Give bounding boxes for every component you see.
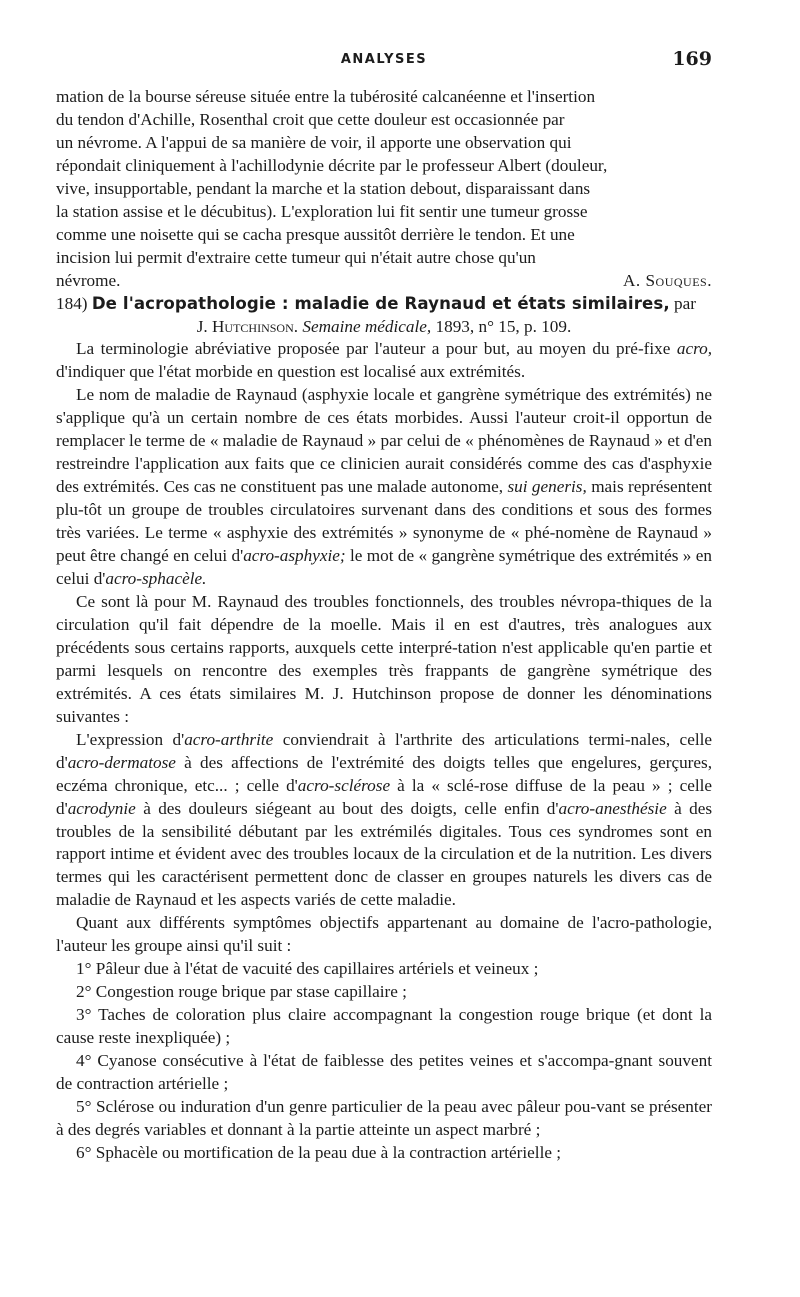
paragraph-text: La terminologie abréviative proposée par l'auteur a pour but, au moyen du pré-fixe xyxy=(76,339,671,359)
paragraph-text: Le nom de maladie de Raynaud (asphyxie locale et gangrène symétrique des extrémités) ne s'applique qu'à un certain nombre de ces états morbides. Aussi l'auteur croit-il opportun de remplacer le terme de « maladie de Raynaud » par celui de « phénomènes de Raynaud » et d'en restreindre l'application aux faits que ce clinicien aurait considérés comme des cas d'asphyxie des extrémités. Ces cas ne constituent pas une malade autonome, xyxy=(56,385,712,497)
paragraph-text: à des douleurs siégeant au bout des doigts, celle enfin d' xyxy=(143,798,559,818)
symptom-item: 6° Sphacèle ou mortification de la peau due à la contraction artérielle ; xyxy=(76,1142,562,1162)
paragraph xyxy=(56,338,712,384)
paragraph-text: le mot de « gangrène symétrique des extrémités » en celui d' xyxy=(56,546,712,589)
by-word: par xyxy=(674,293,696,313)
term: acrodynie xyxy=(67,798,136,818)
citation xyxy=(56,316,712,339)
running-title: ANALYSES xyxy=(340,52,428,67)
text-line: mation de la bourse séreuse située entre la tubérosité calcanéenne et l'insertion xyxy=(56,87,596,106)
symptom-item: 1° Pâleur due à l'état de vacuité des capillaires artériels et veineux ; xyxy=(76,959,539,979)
term: acro-anesthésie xyxy=(558,798,667,818)
reference: 1893, n° 15, p. 109. xyxy=(435,316,572,336)
paragraph xyxy=(56,384,712,591)
text-line: la station assise et le décubitus). L'exploration lui fit sentir une tumeur grosse xyxy=(56,201,588,221)
reviewer-signature: A. Souques. xyxy=(622,270,712,290)
body-text xyxy=(56,86,712,1165)
author-initial: J. xyxy=(196,316,208,336)
article-title: De l'acropathologie : maladie de Raynaud et états similaires, xyxy=(91,293,670,313)
paragraph-text: à la « sclé-rose diffuse de la peau » ; celle d' xyxy=(56,775,713,818)
term: acro, xyxy=(676,339,713,359)
text-line: comme une noisette qui se cacha presque aussitôt derrière le tendon. Et une xyxy=(56,224,575,244)
running-header xyxy=(56,50,712,72)
text-line: vive, insupportable, pendant la marche et la station debout, disparaissant dans xyxy=(56,178,591,198)
paragraph-text: à des affections de l'extrémité des doigts telles que engelures, gerçures, eczéma chronique, etc... ; celle d' xyxy=(56,752,713,795)
paragraph-text: d'indiquer que l'état morbide en question est localisé aux extrémités. xyxy=(56,362,526,382)
symptom-item: 4° Cyanose consécutive à l'état de faiblesse des petites veines et s'accompa-gnant souvent de contraction artérielle ; xyxy=(56,1051,712,1093)
term: acro-sclérose xyxy=(297,775,391,795)
page-number: 169 xyxy=(672,48,712,70)
paragraph-text: L'expression d' xyxy=(76,729,185,749)
term: acro-sphacèle. xyxy=(105,569,207,589)
paragraph-text: à des troubles de la sensibilité débutant par les extrémilés digitales. Tous ces syndromes sont en rapport intime et évident avec des troubles locaux de la circulation et de la nutrition. Les divers termes qui les caractérisent permettent donc de classer en groupes naturels les divers cas de maladie de Raynaud et les aspects variés de cette maladie. xyxy=(56,798,713,910)
text-line: répondait cliniquement à l'achillodynie décrite par le professeur Albert (douleur, xyxy=(56,155,608,175)
term: acro-dermatose xyxy=(67,752,176,772)
author-name: Hutchinson. xyxy=(212,316,299,336)
article-number: 184) xyxy=(56,293,88,313)
paragraph-text: conviendrait à l'arthrite des articulations termi-nales, celle d' xyxy=(56,729,712,772)
term: acro-arthrite xyxy=(184,729,274,749)
text-line: un névrome. A l'appui de sa manière de voir, il apporte une observation qui xyxy=(56,132,572,152)
paragraph: Quant aux différents symptômes objectifs appartenant au domaine de l'acro-pathologie, l'auteur les groupe ainsi qu'il suit : xyxy=(56,913,712,956)
term: sui generis, xyxy=(507,477,587,497)
symptom-item: 3° Taches de coloration plus claire accompagnant la congestion rouge brique (et dont la cause reste inexpliquée) ; xyxy=(56,1005,712,1048)
article-heading xyxy=(56,293,712,316)
paragraph-text: mais représentent plu-tôt un groupe de troubles circulatoires survenant dans des conditions et sous des formes très variées. Le terme « asphyxie des extrémités » synonyme de « phé-nomène de Raynaud » peut être changé en celui d' xyxy=(56,477,713,566)
paragraph xyxy=(56,729,712,913)
text-line: névrome. xyxy=(56,270,121,290)
symptom-item: 5° Sclérose ou induration d'un genre particulier de la peau avec pâleur pou-vant se présenter à des degrés variables et donnant à la partie atteinte un aspect marbré ; xyxy=(56,1096,712,1139)
text-line: du tendon d'Achille, Rosenthal croit que cette douleur est occasionnée par xyxy=(56,109,565,129)
signature-line xyxy=(56,270,712,293)
term: acro-asphyxie; xyxy=(243,546,346,566)
journal-name: Semaine médicale, xyxy=(302,316,432,336)
symptom-item: 2° Congestion rouge brique par stase capillaire ; xyxy=(76,982,407,1002)
paragraph: Ce sont là pour M. Raynaud des troubles fonctionnels, des troubles névropa-thiques de la circulation qu'il fait dépendre de la moelle. Mais il en est d'autres, très analogues aux précédents sous certains rapports, auxquels cette interpré-tation n'est applicable qu'en partie et parmi lesquels on rencontre des exemples très frappants de gangrène symétrique des extrémités. A ces états similaires M. J. Hutchinson propose de donner les dénominations suivantes : xyxy=(56,591,712,726)
text-line: incision lui permit d'extraire cette tumeur qui n'était autre chose qu'un xyxy=(56,247,536,267)
